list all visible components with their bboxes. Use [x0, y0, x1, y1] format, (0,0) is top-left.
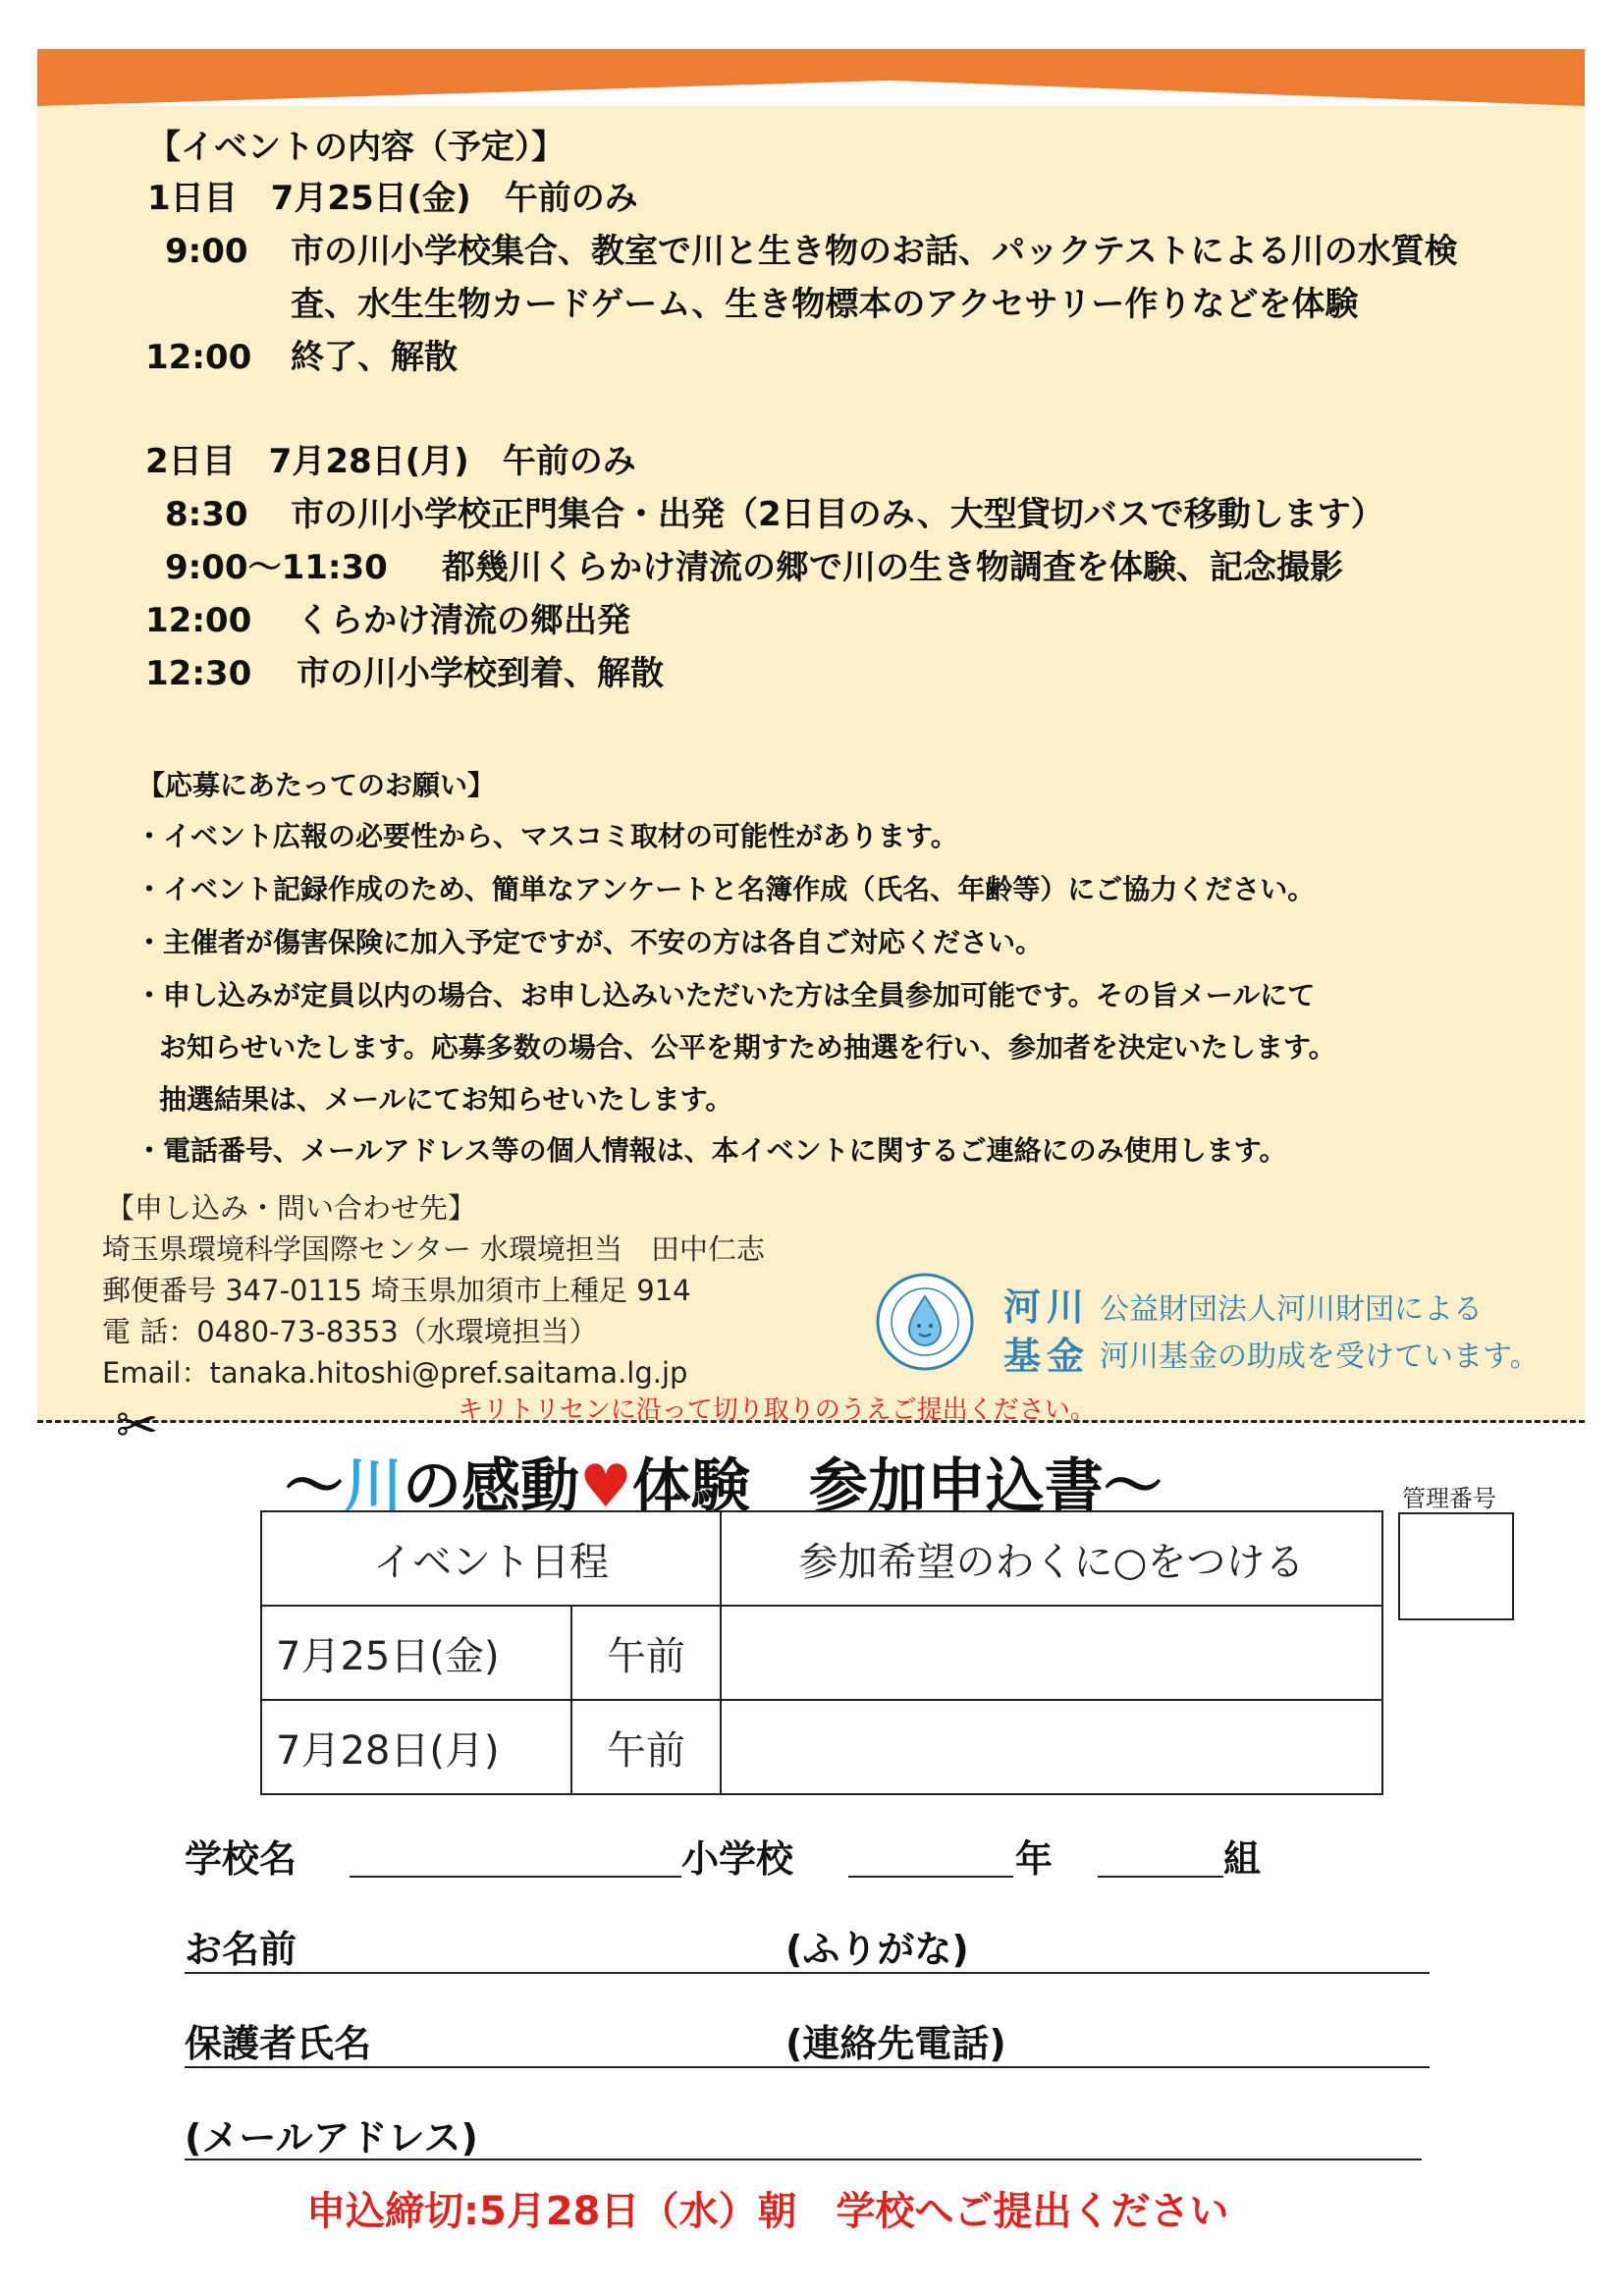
furigana-label: (ふりがな)	[785, 1928, 969, 1971]
note-item-7: ・電話番号、メールアドレス等の個人情報は、本イベントに関するご連絡にのみ使用します。	[135, 1134, 1287, 1167]
day2-time-1: 8:30	[165, 495, 248, 534]
table-header-choice: 参加希望のわくに○をつける	[721, 1511, 1382, 1606]
table-header-schedule: イベント日程	[261, 1511, 721, 1606]
day2-time-4: 12:30	[145, 654, 252, 693]
row1-date: 7月25日(金)	[261, 1606, 571, 1700]
class-field[interactable]	[1098, 1876, 1223, 1878]
contact-heading: 【申し込み・問い合わせ先】	[106, 1191, 477, 1225]
row1-time: 午前	[571, 1606, 721, 1700]
scissors-icon: ✂	[116, 1396, 159, 1455]
notes-heading: 【応募にあたってのお願い】	[137, 769, 496, 801]
event-heading: 【イベントの内容（予定）】	[147, 128, 565, 167]
name-field[interactable]	[185, 1972, 1430, 1974]
day1-date: 1日目 7月25日(金) 午前のみ	[147, 179, 638, 218]
email-field[interactable]	[185, 2159, 1422, 2160]
row1-choice-cell[interactable]	[721, 1606, 1382, 1700]
contact-email: Email：tanaka.hitoshi@pref.saitama.lg.jp	[102, 1356, 688, 1390]
day1-text-3: 終了、解散	[291, 338, 458, 377]
day2-text-3: くらかけ清流の郷出発	[297, 601, 630, 640]
contact-org: 埼玉県環境科学国際センター 水環境担当 田中仁志	[102, 1232, 766, 1266]
school-name-field[interactable]	[350, 1876, 681, 1878]
admin-number-box[interactable]	[1398, 1512, 1514, 1620]
day2-date: 2日目 7月28日(月) 午前のみ	[145, 442, 636, 481]
note-item-1: ・イベント広報の必要性から、マスコミ取材の可能性があります。	[135, 820, 958, 852]
river-fund-seal	[874, 1271, 976, 1373]
guardian-field[interactable]	[185, 2066, 1430, 2068]
day2-time-3: 12:00	[145, 601, 252, 640]
day1-time-3: 12:00	[145, 338, 252, 377]
guardian-label: 保護者氏名	[185, 2022, 372, 2065]
form-title: ～川の感動♥体験 参加申込書～	[285, 1452, 1163, 1521]
name-label: お名前	[185, 1928, 298, 1971]
grade-field[interactable]	[848, 1876, 1013, 1878]
deadline-notice: 申込締切:5月28日（水）朝 学校へご提出ください	[306, 2189, 1229, 2234]
note-item-2: ・イベント記録作成のため、簡単なアンケートと名簿作成（氏名、年齢等）にご協力ください。	[135, 873, 1316, 905]
day1-time-1: 9:00	[165, 232, 248, 271]
day2-text-4: 市の川小学校到着、解散	[297, 654, 664, 693]
grade-suffix: 年	[1015, 1837, 1054, 1881]
cut-instruction: キリトリセンに沿って切り取りのうえご提出ください。	[458, 1395, 1096, 1425]
row2-choice-cell[interactable]	[721, 1700, 1382, 1794]
fund-logo-top: 河川	[1003, 1285, 1091, 1329]
header-band	[37, 49, 1585, 106]
day1-text-1: 市の川小学校集合、教室で川と生き物のお話、パックテストによる川の水質検	[291, 232, 1458, 271]
contact-postal: 郵便番号 347-0115 埼玉県加須市上種足 914	[102, 1274, 691, 1307]
day2-text-1: 市の川小学校正門集合・出発（2日目のみ、大型貸切バスで移動します）	[291, 495, 1384, 534]
contact-phone-label: (連絡先電話)	[785, 2022, 1006, 2065]
school-suffix: 小学校	[681, 1837, 794, 1881]
fund-line-2: 河川基金の助成を受けています。	[1100, 1339, 1540, 1374]
school-label: 学校名	[185, 1837, 298, 1881]
contact-phone: 電 話：0480-73-8353（水環境担当）	[102, 1315, 598, 1348]
schedule-table	[260, 1510, 1383, 1795]
row2-date: 7月28日(月)	[261, 1700, 571, 1794]
email-label: (メールアドレス)	[185, 2116, 478, 2159]
cut-line	[37, 1420, 1585, 1423]
fund-logo-bottom: 基金	[1003, 1335, 1091, 1378]
note-item-3: ・主催者が傷害保険に加入予定ですが、不安の方は各自ご対応ください。	[135, 926, 1044, 958]
note-item-6: 抽選結果は、メールにてお知らせいたします。	[159, 1083, 733, 1116]
row2-time: 午前	[571, 1700, 721, 1794]
admin-number-label: 管理番号	[1402, 1485, 1496, 1512]
day2-time-2: 9:00～11:30	[165, 548, 388, 587]
fund-line-1: 公益財団法人河川財団による	[1100, 1292, 1483, 1327]
day1-text-2: 査、水生生物カードゲーム、生き物標本のアクセサリー作りなどを体験	[291, 285, 1359, 324]
class-suffix: 組	[1223, 1837, 1262, 1881]
note-item-5: お知らせいたします。応募多数の場合、公平を期すため抽選を行い、参加者を決定いたします。	[159, 1031, 1336, 1064]
day2-text-2: 都幾川くらかけ清流の郷で川の生き物調査を体験、記念撮影	[442, 548, 1343, 587]
note-item-4: ・申し込みが定員以内の場合、お申し込みいただいた方は全員参加可能です。その旨メールにて	[135, 979, 1316, 1011]
